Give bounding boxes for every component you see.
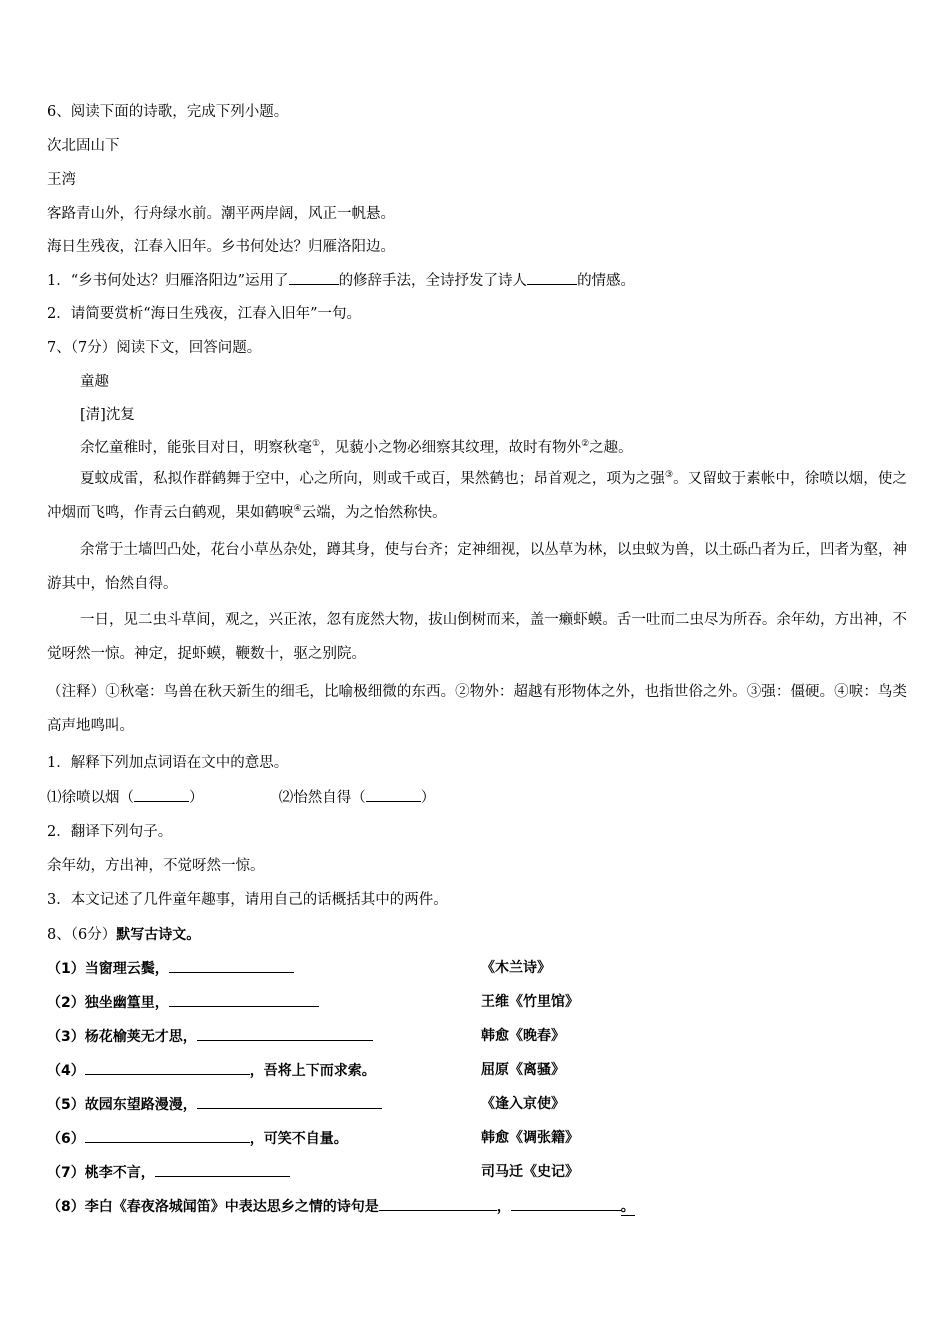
item2-label: ⑵怡然自得（ <box>278 790 366 806</box>
answer-blank[interactable] <box>511 1196 621 1211</box>
answer-blank[interactable] <box>366 787 421 802</box>
recite-prompt: （8）李白《春夜洛城闻笛》中表达思乡之情的诗句是 <box>47 1199 379 1215</box>
recite-source-2: 王维《竹里馆》 <box>481 994 579 1010</box>
recite-prompt: （4） <box>47 1063 85 1079</box>
answer-blank[interactable] <box>169 992 319 1007</box>
recite-item-1 <box>47 958 294 979</box>
p2-text-a: 夏蚊成雷，私拟作群鹤舞于空中，心之所向，则或千或百，果然鹤也；昂首观之，项为之强 <box>80 471 665 487</box>
answer-blank[interactable] <box>197 1026 373 1041</box>
poem-line-2: 海日生残夜，江春入旧年。乡书何处达？归雁洛阳边。 <box>47 239 395 255</box>
answer-blank[interactable] <box>134 787 189 802</box>
recite-prompt: （2）独坐幽篁里， <box>47 995 169 1011</box>
p3-text: 余常于土墙凹凸处，花台小草丛杂处，蹲其身，使与台齐；定神细视，以丛草为林，以虫蚁为兽，以土砾凸者为丘，凹者为壑，神游其中，怡然自得。 <box>47 542 907 592</box>
p4-text: 一日，见二虫斗草间，观之，兴正浓，忽有庞然大物，拔山倒树而来，盖一癞虾蟆。舌一吐而二虫尽为所吞。余年幼，方出神，不觉呀然一惊。神定，捉虾蟆，鞭数十，驱之别院。 <box>47 612 907 662</box>
recite-suffix: ，吾将上下而求索。 <box>249 1063 376 1079</box>
essay-paragraph-1 <box>80 438 633 458</box>
q6-sub1 <box>47 270 635 291</box>
q6-sub2: 2．请简要赏析“海日生残夜，江春入旧年”一句。 <box>47 306 362 322</box>
poem-title: 次北固山下 <box>47 138 120 154</box>
recite-source-4: 屈原《离骚》 <box>481 1062 565 1078</box>
essay-paragraph-3 <box>47 533 907 601</box>
essay-title: 童趣 <box>80 374 109 390</box>
answer-blank[interactable] <box>85 1128 250 1143</box>
q7-sub1: 1．解释下列加点词语在文中的意思。 <box>47 755 289 771</box>
footnote-mark: ② <box>581 439 590 450</box>
comma: ， <box>496 1199 511 1215</box>
q6-heading: 6、阅读下面的诗歌，完成下列小题。 <box>47 104 289 120</box>
q7-sub2-sentence: 余年幼，方出神，不觉呀然一惊。 <box>47 858 265 874</box>
q6-sub1-text-c: 的情感。 <box>577 273 636 289</box>
q7-sub3: 3．本文记述了几件童年趣事，请用自己的话概括其中的两件。 <box>47 892 448 908</box>
paren-close: ） <box>420 790 436 806</box>
recite-source-1: 《木兰诗》 <box>481 960 551 976</box>
recite-source-6: 韩愈《调张籍》 <box>481 1130 579 1146</box>
item1-label: ⑴徐喷以烟（ <box>47 790 134 806</box>
answer-blank[interactable] <box>197 1094 382 1109</box>
p1-text-a: 余忆童稚时，能张目对日，明察秋毫 <box>80 440 312 456</box>
recite-prompt: （6） <box>47 1131 85 1147</box>
recite-item-5 <box>47 1094 382 1115</box>
answer-blank[interactable] <box>289 270 339 285</box>
recite-prompt: （7）桃李不言， <box>47 1165 155 1181</box>
footnote-mark: ① <box>312 439 321 450</box>
q6-sub1-text-b: 的修辞手法，全诗抒发了诗人 <box>338 273 528 289</box>
q8-heading-title: 默写古诗文。 <box>116 927 201 943</box>
q7-heading: 7、（7分）阅读下文，回答问题。 <box>47 340 262 356</box>
q7-sub2: 2．翻译下列句子。 <box>47 824 173 840</box>
essay-notes <box>47 675 907 743</box>
footnote-mark: ④ <box>293 504 302 515</box>
q8-heading-number: 8、（6分） <box>47 927 117 943</box>
footnote-mark: ③ <box>664 470 674 481</box>
poem-author: 王湾 <box>47 172 76 188</box>
recite-prompt: （5）故园东望路漫漫， <box>47 1097 197 1113</box>
recite-suffix: ，可笑不自量。 <box>249 1131 348 1147</box>
recite-source-3: 韩愈《晚春》 <box>481 1028 565 1044</box>
p2-text-b: 。又留蚊于素帐中，徐喷以烟，使之冲烟而飞鸣，作青云白鹤观，果如鹤唳 <box>47 471 908 521</box>
recite-item-7 <box>47 1162 290 1183</box>
recite-item-4 <box>47 1060 376 1081</box>
paren-close: ） <box>189 790 204 806</box>
answer-blank[interactable] <box>85 1060 250 1075</box>
answer-blank[interactable] <box>527 270 577 285</box>
period: 。 <box>620 1199 635 1215</box>
recite-source-7: 司马迁《史记》 <box>481 1164 579 1180</box>
essay-author: [清]沈复 <box>80 407 135 423</box>
q6-sub1-text-a: 1．“乡书何处达？归雁洛阳边”运用了 <box>47 273 289 289</box>
recite-prompt: （3）杨花榆荚无才思， <box>47 1029 197 1045</box>
recite-prompt: （1）当窗理云鬓， <box>47 961 169 977</box>
answer-blank[interactable] <box>155 1162 290 1177</box>
q8-heading <box>47 925 200 945</box>
recite-item-2 <box>47 992 319 1013</box>
recite-item-8 <box>47 1196 635 1217</box>
recite-item-3 <box>47 1026 373 1047</box>
essay-paragraph-4 <box>47 603 907 671</box>
answer-blank[interactable] <box>169 958 294 973</box>
recite-source-5: 《逢入京使》 <box>481 1096 565 1112</box>
notes-text: （注释）①秋毫：鸟兽在秋天新生的细毛，比喻极细微的东西。②物外：超越有形物体之外，也指世俗之外。③强：僵硬。④唳：鸟类高声地鸣叫。 <box>47 684 907 734</box>
p1-text-c: 之趣。 <box>589 440 633 456</box>
p2-text-c: 云端，为之怡然称快。 <box>301 505 447 521</box>
recite-item-6 <box>47 1128 348 1149</box>
poem-line-1: 客路青山外，行舟绿水前。潮平两岸阔，风正一帆悬。 <box>47 206 395 222</box>
p1-text-b: ，见藐小之物必细察其纹理，故时有物外 <box>320 440 582 456</box>
essay-paragraph-2 <box>47 462 907 530</box>
answer-blank[interactable] <box>379 1196 497 1211</box>
q7-sub1-items <box>47 787 435 808</box>
